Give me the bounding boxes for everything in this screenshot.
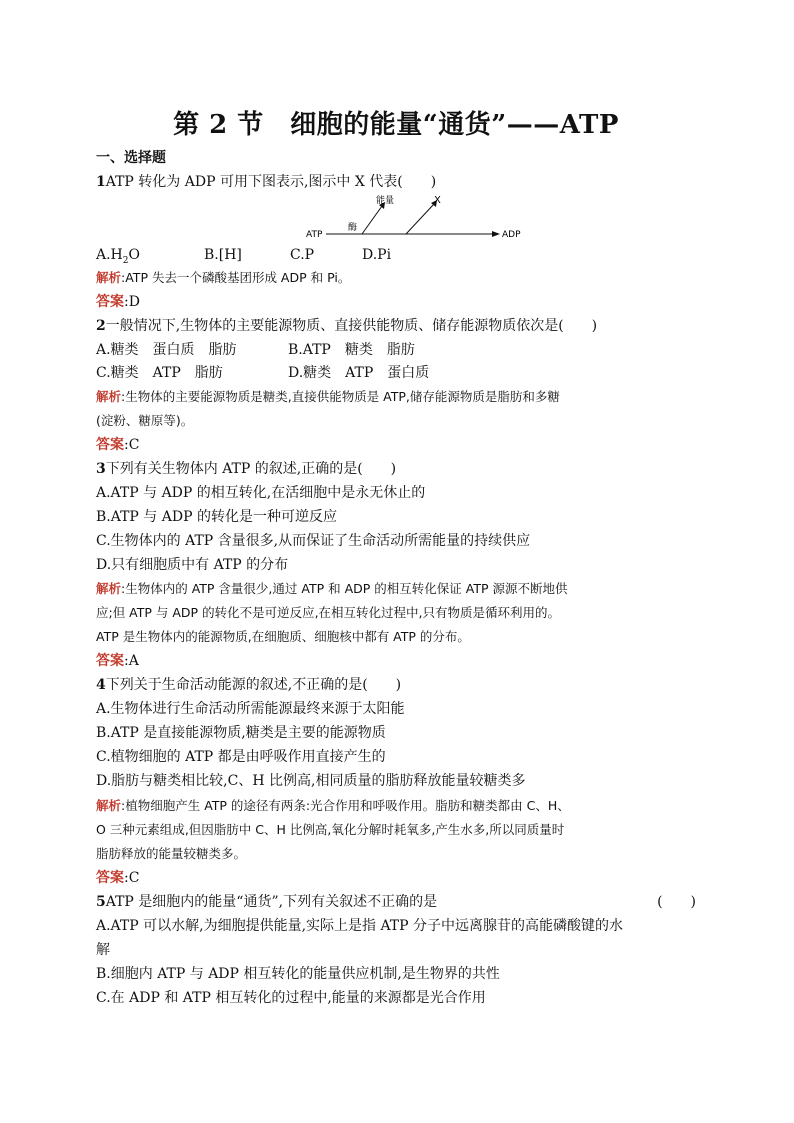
option-a: A.ATP 与 ADP 的相互转化,在活细胞中是永无休止的: [96, 485, 426, 501]
section-heading: 一、选择题: [96, 150, 166, 166]
x-arrow: [406, 204, 434, 234]
option-c: C.在 ADP 和 ATP 相互转化的过程中,能量的来源都是光合作用: [96, 990, 486, 1006]
question-3-answer: 答案:A: [96, 653, 139, 669]
option-d: D.只有细胞质中有 ATP 的分布: [96, 557, 289, 573]
question-number: 1: [96, 174, 106, 190]
energy-arrow: [362, 206, 382, 234]
option-c: C.糖类 ATP 脂肪: [96, 365, 223, 381]
question-3-analysis: 解析:生物体内的 ATP 含量很少,通过 ATP 和 ADP 的相互转化保证 ATP 源源不断地供: [96, 581, 568, 596]
option-b: B.ATP 糖类 脂肪: [288, 342, 415, 358]
question-1-answer: 答案:D: [96, 294, 140, 310]
question-4-answer: 答案:C: [96, 870, 140, 886]
analysis-label: 解析: [96, 798, 122, 813]
adp-label: ADP: [502, 230, 521, 240]
option-b: B.ATP 与 ADP 的转化是一种可逆反应: [96, 509, 337, 525]
option-a: A.生物体进行生命活动所需能源最终来源于太阳能: [96, 701, 405, 717]
question-2-analysis: 解析:生物体的主要能源物质是糖类,直接供能物质是 ATP,储存能源物质是脂肪和多糖: [96, 389, 560, 404]
option-b: B.ATP 是直接能源物质,糖类是主要的能源物质: [96, 725, 386, 741]
question-stem: ATP 是细胞内的能量“通货”,下列有关叙述不正确的是: [105, 894, 438, 910]
option-a: A.糖类 蛋白质 脂肪: [96, 342, 237, 358]
question-number: 2: [96, 318, 106, 334]
option-d: D.Pi: [362, 247, 392, 263]
question-5: [96, 890, 696, 914]
question-4: [96, 673, 401, 697]
enzyme-label: 酶: [348, 223, 358, 233]
question-number: 5: [96, 894, 106, 910]
option-c: C.生物体内的 ATP 含量很多,从而保证了生命活动所需能量的持续供应: [96, 533, 531, 549]
answer-label: 答案: [96, 870, 124, 886]
question-stem: 下列有关生物体内 ATP 的叙述,正确的是( ): [105, 461, 397, 477]
option-a: A.ATP 可以水解,为细胞提供能量,实际上是指 ATP 分子中远离腺苷的高能磷酸键的水: [96, 918, 624, 934]
question-1-analysis: 解析:ATP 失去一个磷酸基团形成 ADP 和 Pi。: [96, 270, 351, 285]
question-3-analysis-cont: ATP 是生物体内的能源物质,在细胞质、细胞核中都有 ATP 的分布。: [96, 629, 470, 644]
atp-label: ATP: [306, 230, 323, 240]
x-label: X: [434, 195, 441, 206]
page-title: 第 2 节 细胞的能量“通货”——ATP: [173, 110, 619, 140]
option-b: B.细胞内 ATP 与 ADP 相互转化的能量供应机制,是生物界的共性: [96, 966, 500, 982]
question-2-analysis-cont: (淀粉、糖原等)。: [96, 413, 194, 428]
answer-paren: ( ): [657, 894, 696, 910]
answer-label: 答案: [96, 653, 124, 669]
analysis-label: 解析: [96, 270, 122, 285]
option-a-cont: 解: [96, 942, 110, 958]
question-2-options-row-1: [96, 338, 415, 362]
question-3: [96, 457, 396, 481]
question-4-analysis-cont: O 三种元素组成,但因脂肪中 C、H 比例高,氧化分解时耗氧多,产生水多,所以同质量时: [96, 822, 565, 837]
question-stem: 一般情况下,生物体的主要能源物质、直接供能物质、储存能源物质依次是( ): [105, 318, 598, 334]
main-arrowhead: [492, 231, 500, 237]
question-3-analysis-cont: 应;但 ATP 与 ADP 的转化不是可逆反应,在相互转化过程中,只有物质是循环利用的。: [96, 605, 561, 620]
question-4-analysis-cont: 脂肪释放的能量较糖类多。: [96, 846, 247, 861]
atp-adp-diagram: [306, 192, 521, 242]
answer-label: 答案: [96, 437, 124, 453]
analysis-label: 解析: [96, 389, 122, 404]
question-1: [96, 170, 436, 194]
question-stem: ATP 转化为 ADP 可用下图表示,图示中 X 代表( ): [105, 174, 437, 190]
energy-label: 能量: [376, 196, 395, 206]
option-c: C.P: [290, 247, 315, 263]
option-a: $A.H_2O$: [96, 247, 140, 266]
question-4-analysis: 解析:植物细胞产生 ATP 的途径有两条:光合作用和呼吸作用。脂肪和糖类都由 C、H、: [96, 798, 570, 813]
question-stem: 下列关于生命活动能源的叙述,不正确的是( ): [105, 677, 402, 693]
option-b: B.[H]: [204, 247, 242, 263]
answer-label: 答案: [96, 294, 124, 310]
option-c: C.植物细胞的 ATP 都是由呼吸作用直接产生的: [96, 749, 386, 765]
option-d: D.脂肪与糖类相比较,C、H 比例高,相同质量的脂肪释放能量较糖类多: [96, 773, 526, 789]
question-2: [96, 314, 597, 338]
question-number: 3: [96, 461, 106, 477]
option-d: D.糖类 ATP 蛋白质: [288, 365, 430, 381]
question-number: 4: [96, 677, 106, 693]
question-2-options-row-2: [96, 361, 429, 385]
question-2-answer: 答案:C: [96, 437, 140, 453]
analysis-label: 解析: [96, 581, 122, 596]
